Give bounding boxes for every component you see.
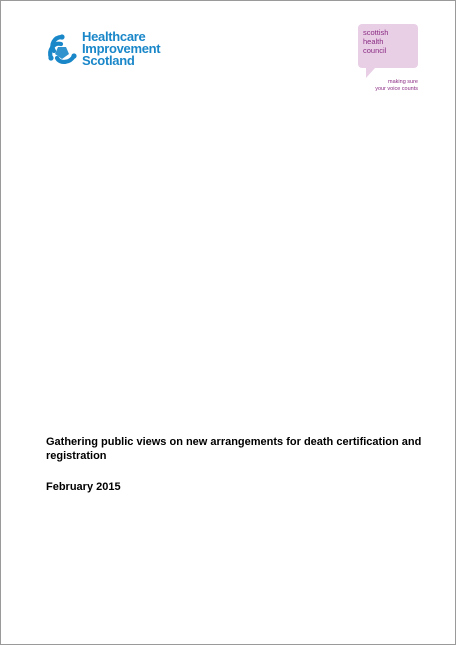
shc-tagline-line2: your voice counts	[375, 85, 418, 92]
shc-logo-line3: council	[363, 46, 387, 55]
healthcare-improvement-scotland-logo	[45, 31, 160, 67]
shc-tagline	[358, 79, 420, 92]
his-logo-line2: Improvement	[82, 41, 161, 56]
scottish-health-council-logo	[358, 24, 420, 92]
document-date: February 2015	[46, 481, 121, 493]
document-title: Gathering public views on new arrangements for death certification and registration	[46, 436, 422, 462]
speech-bubble-icon	[358, 24, 418, 68]
shc-tagline-line1: making sure	[388, 79, 418, 85]
triskele-icon	[45, 33, 79, 67]
shc-logo-line1: scottish	[363, 28, 389, 37]
shc-logo-line2: health	[363, 37, 384, 46]
his-logo-line1: Healthcare	[82, 29, 146, 44]
his-logo-line3: Scotland	[82, 53, 135, 68]
speech-bubble-tail	[366, 68, 375, 78]
shc-logo-text	[363, 28, 388, 55]
his-logo-text	[82, 31, 160, 67]
